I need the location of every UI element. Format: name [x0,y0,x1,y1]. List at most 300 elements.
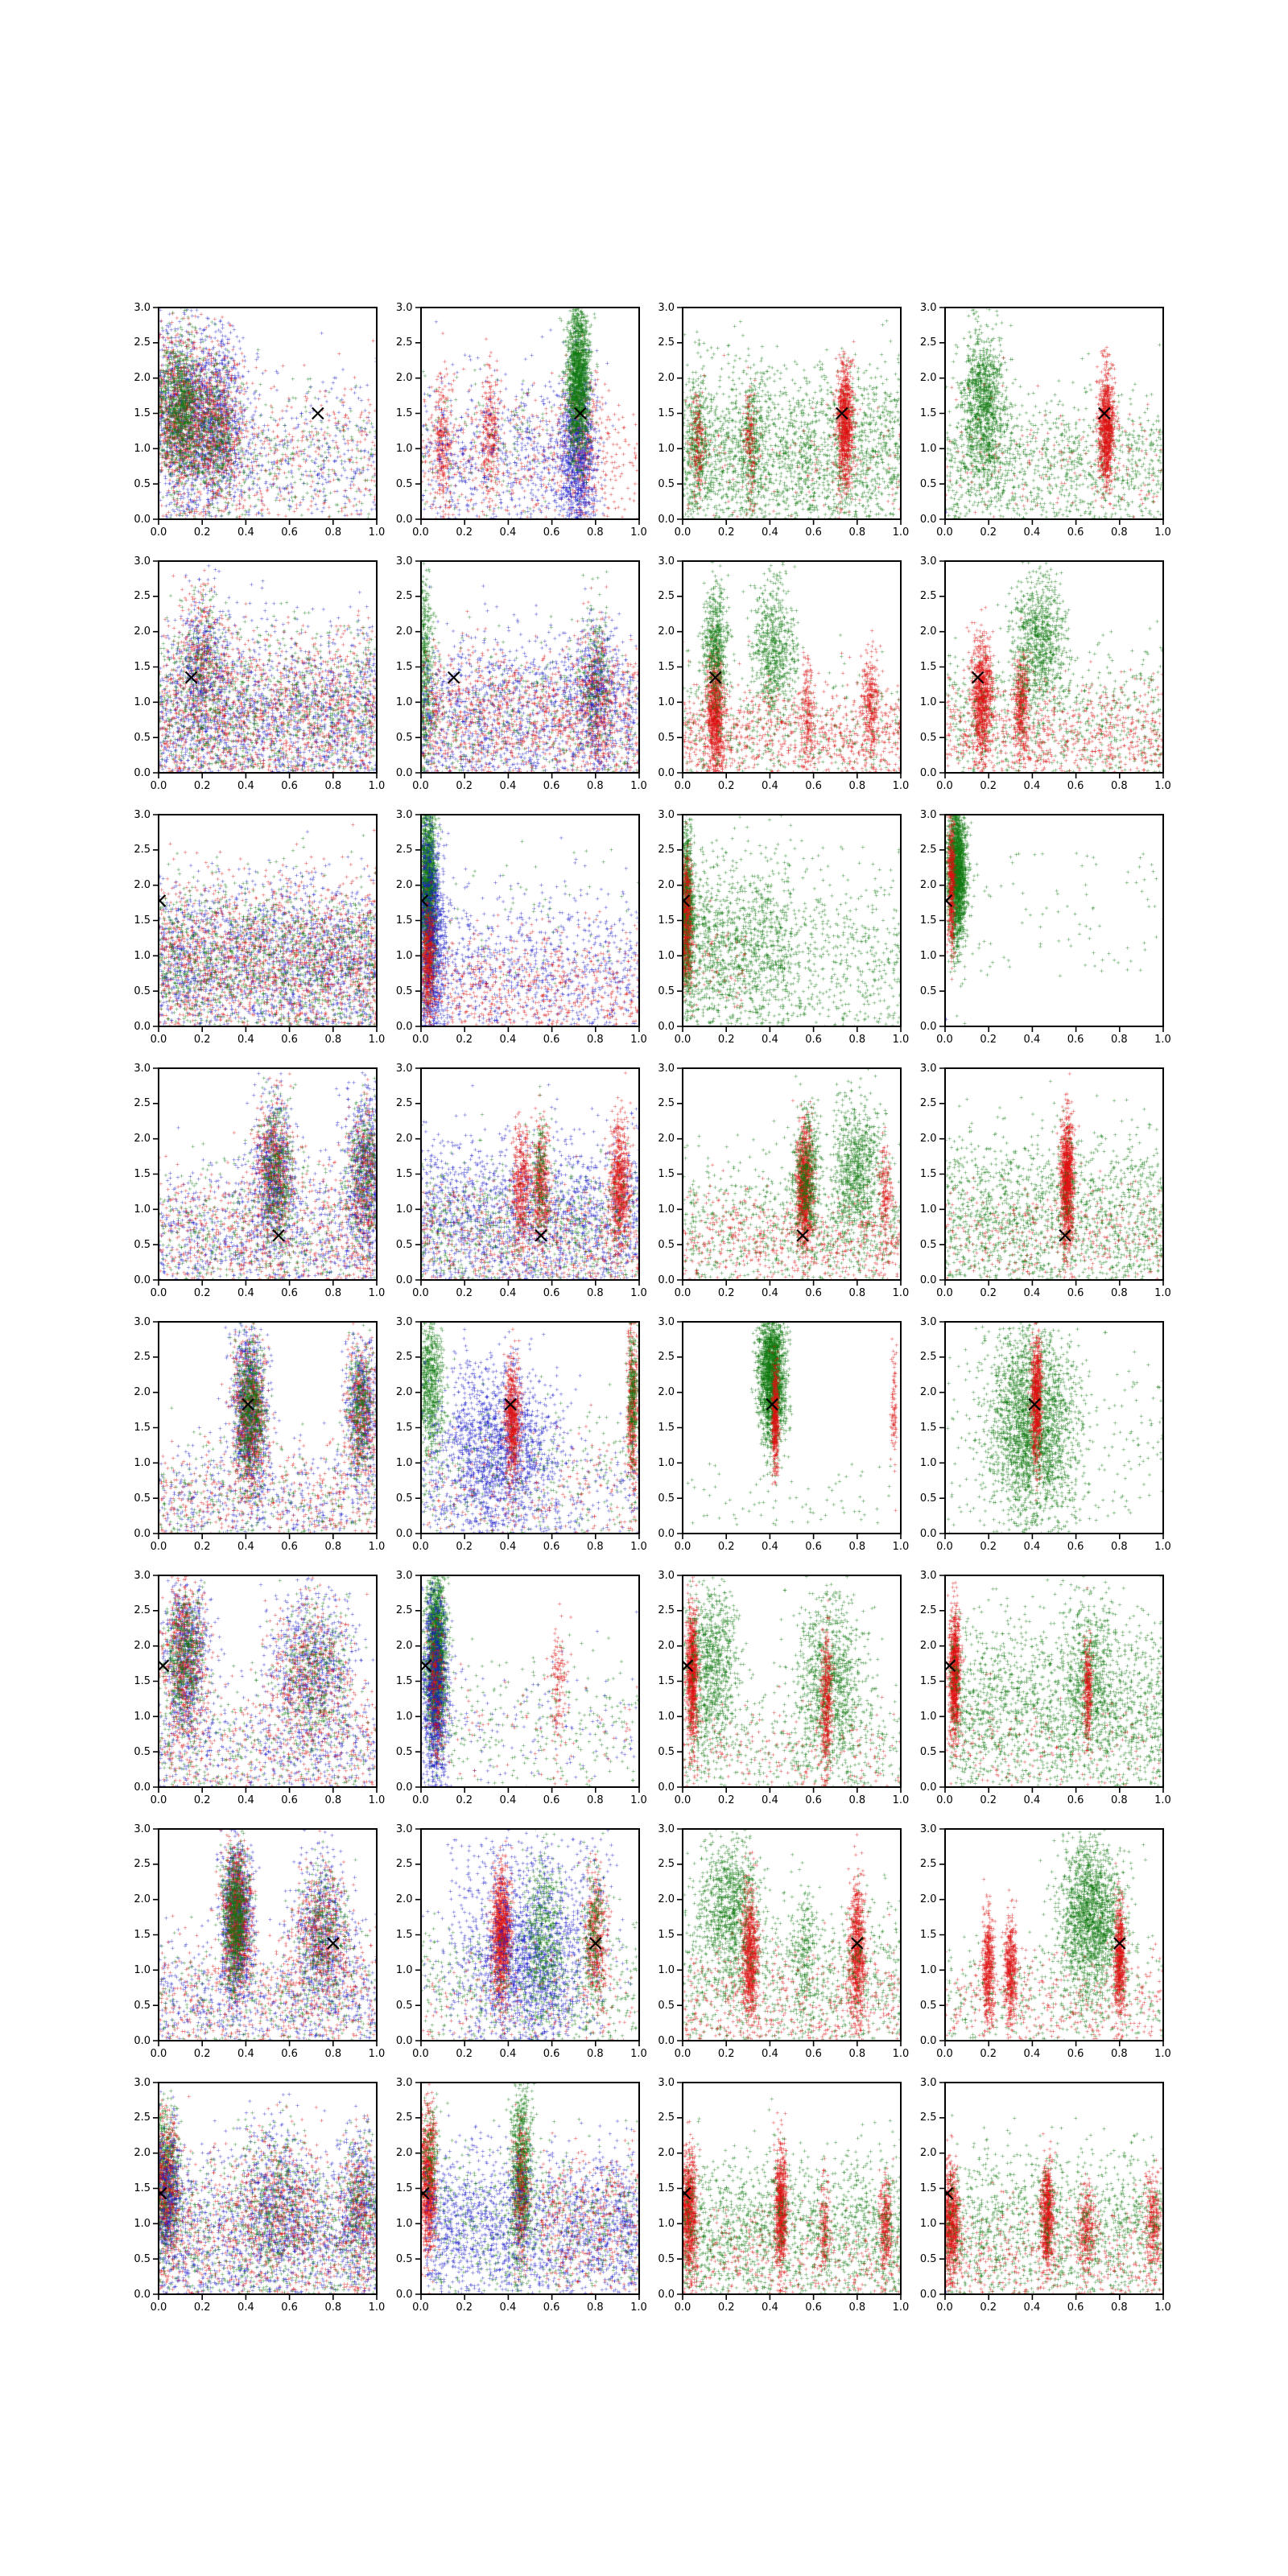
y-tick-label: 1.0 [919,1710,937,1723]
y-tick-label: 3.0 [134,555,151,568]
y-tick-label: 0.5 [658,731,675,744]
x-tick-label: 1.0 [368,1541,386,1553]
y-tick-label: 2.5 [395,336,413,349]
y-tick-label: 0.5 [658,985,675,997]
x-tick-label: 0.4 [1023,1794,1041,1806]
x-tick-label: 0.2 [193,1034,211,1046]
subplot-r4c4-canvas [935,1062,1173,1294]
y-tick-label: 0.0 [134,1781,151,1794]
x-tick-label: 0.6 [543,526,560,539]
y-tick-label: 1.0 [919,1203,937,1216]
y-tick-label: 1.5 [134,1675,151,1687]
x-tick-label: 0.0 [412,1541,429,1553]
x-tick-label: 0.8 [848,1794,866,1806]
x-tick-label: 0.8 [1110,526,1128,539]
y-tick-label: 2.0 [658,372,675,385]
y-tick-label: 0.5 [658,1238,675,1251]
y-tick-label: 1.0 [919,949,937,962]
y-tick-label: 2.0 [395,1893,413,1906]
y-tick-label: 1.5 [919,407,937,419]
y-tick-label: 2.5 [134,2112,151,2124]
x-tick-label: 0.2 [456,780,473,792]
subplot-r3c3-canvas [673,808,910,1041]
y-tick-label: 3.0 [134,1823,151,1835]
y-tick-label: 3.0 [134,1569,151,1582]
x-tick-label: 0.8 [324,2301,342,2314]
y-tick-label: 2.0 [395,1386,413,1399]
x-tick-label: 0.8 [1110,2048,1128,2060]
subplot-r1c4-canvas [935,301,1173,534]
y-tick-label: 3.0 [395,555,413,568]
y-tick-label: 3.0 [395,1315,413,1328]
y-tick-label: 2.0 [395,2147,413,2160]
y-tick-label: 1.0 [134,1963,151,1976]
x-tick-label: 0.2 [717,1794,735,1806]
subplot-r3c1 [134,808,386,1046]
x-tick-label: 0.0 [150,2301,167,2314]
x-tick-label: 0.4 [499,1541,517,1553]
y-tick-label: 3.0 [919,1569,937,1582]
x-tick-label: 0.0 [936,1794,953,1806]
y-tick-label: 0.0 [395,766,413,779]
y-tick-label: 0.5 [395,1492,413,1505]
x-tick-label: 0.0 [412,2048,429,2060]
y-tick-label: 0.0 [134,766,151,779]
subplot-r6c4-canvas [935,1569,1173,1802]
x-tick-label: 0.2 [717,780,735,792]
subplot-r2c4-canvas [935,555,1173,787]
x-tick-label: 0.8 [848,1541,866,1553]
x-tick-label: 0.6 [281,1034,298,1046]
x-tick-label: 0.8 [1110,780,1128,792]
x-tick-label: 0.0 [936,1034,953,1046]
y-tick-label: 3.0 [134,301,151,314]
x-tick-label: 0.8 [586,1287,604,1299]
x-tick-label: 0.2 [717,1034,735,1046]
y-tick-label: 1.5 [134,661,151,673]
y-tick-label: 2.5 [395,1858,413,1871]
y-tick-label: 3.0 [919,301,937,314]
x-tick-label: 0.0 [674,1287,691,1299]
x-tick-label: 1.0 [1154,780,1171,792]
x-tick-label: 0.4 [237,1541,254,1553]
x-tick-label: 0.6 [805,1034,822,1046]
x-tick-label: 0.8 [586,1034,604,1046]
x-tick-label: 0.0 [936,526,953,539]
subplot-r4c1 [134,1062,386,1299]
y-tick-label: 1.0 [134,949,151,962]
x-tick-label: 0.2 [980,1287,997,1299]
y-tick-label: 3.0 [134,1062,151,1075]
y-tick-label: 0.5 [134,985,151,997]
y-tick-label: 1.5 [134,407,151,419]
y-tick-label: 2.0 [395,879,413,892]
x-tick-label: 0.6 [1067,2301,1084,2314]
subplot-r3c2-canvas [411,808,649,1041]
x-tick-label: 0.8 [324,2048,342,2060]
y-tick-label: 2.5 [919,844,937,857]
x-tick-label: 0.4 [1023,1034,1041,1046]
y-tick-label: 1.5 [919,1675,937,1687]
y-tick-label: 3.0 [134,2076,151,2089]
x-tick-label: 1.0 [892,1794,910,1806]
x-tick-label: 0.0 [936,780,953,792]
x-tick-label: 0.6 [543,1034,560,1046]
y-tick-label: 1.5 [919,1168,937,1180]
y-tick-label: 2.5 [658,844,675,857]
subplot-r3c2 [395,808,647,1046]
subplot-r7c2-canvas [411,1823,649,2055]
y-tick-label: 2.0 [658,1893,675,1906]
x-tick-label: 0.0 [936,1287,953,1299]
x-tick-label: 0.2 [980,1541,997,1553]
y-tick-label: 0.5 [658,2252,675,2265]
x-tick-label: 0.6 [805,2048,822,2060]
y-tick-label: 1.5 [919,1422,937,1434]
subplot-r8c2 [395,2076,647,2314]
y-tick-label: 0.5 [395,2252,413,2265]
y-tick-label: 1.0 [919,442,937,455]
y-tick-label: 0.5 [919,477,937,490]
x-tick-label: 0.4 [762,780,778,792]
x-tick-label: 1.0 [630,1287,647,1299]
x-tick-label: 0.2 [456,526,473,539]
x-tick-label: 0.0 [412,526,429,539]
x-tick-label: 0.4 [1023,1541,1041,1553]
y-tick-label: 0.5 [134,1238,151,1251]
subplot-r5c4-canvas [935,1315,1173,1548]
y-tick-label: 1.0 [395,696,413,708]
y-tick-label: 2.5 [395,590,413,603]
y-tick-label: 2.0 [395,625,413,638]
x-tick-label: 0.2 [980,2048,997,2060]
y-tick-label: 2.0 [919,879,937,892]
y-tick-label: 1.0 [395,1963,413,1976]
subplot-r4c4 [919,1062,1171,1299]
x-tick-label: 1.0 [630,1034,647,1046]
subplot-r1c1 [134,301,386,539]
x-tick-label: 0.4 [237,1794,254,1806]
x-tick-label: 0.6 [1067,1034,1084,1046]
x-tick-label: 0.0 [674,2048,691,2060]
x-tick-label: 1.0 [630,526,647,539]
y-tick-label: 0.0 [395,1274,413,1286]
x-tick-label: 0.4 [499,1034,517,1046]
y-tick-label: 2.5 [919,1097,937,1110]
subplot-r7c4 [919,1823,1171,2060]
x-tick-label: 0.8 [586,2048,604,2060]
x-tick-label: 0.4 [762,1541,778,1553]
x-tick-label: 0.4 [237,780,254,792]
y-tick-label: 3.0 [395,808,413,821]
y-tick-label: 0.0 [134,1274,151,1286]
y-tick-label: 2.0 [658,2147,675,2160]
y-tick-label: 2.0 [134,372,151,385]
x-tick-label: 0.4 [499,780,517,792]
y-tick-label: 2.5 [134,336,151,349]
y-tick-label: 1.5 [395,2182,413,2194]
y-tick-label: 2.5 [658,1858,675,1871]
x-tick-label: 0.0 [150,1794,167,1806]
subplot-r8c4-canvas [935,2076,1173,2309]
y-tick-label: 2.5 [395,1351,413,1364]
subplot-r2c4 [919,555,1171,792]
subplot-r6c3-canvas [673,1569,910,1802]
x-tick-label: 0.2 [193,526,211,539]
y-tick-label: 1.0 [395,1456,413,1469]
x-tick-label: 0.2 [980,780,997,792]
subplot-r8c4 [919,2076,1171,2314]
y-tick-label: 0.5 [395,1999,413,2012]
x-tick-label: 0.6 [805,1541,822,1553]
x-tick-label: 0.2 [717,1287,735,1299]
y-tick-label: 3.0 [658,1823,675,1835]
subplot-r6c1-canvas [149,1569,386,1802]
y-tick-label: 2.0 [919,1640,937,1653]
y-tick-label: 0.0 [919,2288,937,2301]
x-tick-label: 1.0 [892,1034,910,1046]
y-tick-label: 2.0 [134,879,151,892]
x-tick-label: 0.6 [1067,2048,1084,2060]
x-tick-label: 0.0 [150,780,167,792]
x-tick-label: 0.6 [543,1287,560,1299]
y-tick-label: 2.0 [658,879,675,892]
y-tick-label: 3.0 [395,1823,413,1835]
x-tick-label: 1.0 [1154,1541,1171,1553]
y-tick-label: 0.5 [919,1999,937,2012]
y-tick-label: 1.5 [658,661,675,673]
x-tick-label: 0.8 [848,1287,866,1299]
y-tick-label: 1.5 [919,914,937,927]
y-tick-label: 3.0 [919,1062,937,1075]
y-tick-label: 0.5 [919,2252,937,2265]
y-tick-label: 0.0 [395,1781,413,1794]
y-tick-label: 0.0 [658,766,675,779]
y-tick-label: 1.0 [658,442,675,455]
y-tick-label: 2.0 [658,1133,675,1146]
x-tick-label: 0.6 [1067,1541,1084,1553]
y-tick-label: 0.0 [919,2034,937,2047]
subplot-r5c1 [134,1315,386,1553]
y-tick-label: 0.5 [134,2252,151,2265]
subplot-r6c4 [919,1569,1171,1806]
subplot-r1c3 [658,301,910,539]
subplot-r5c4 [919,1315,1171,1553]
x-tick-label: 0.8 [848,526,866,539]
y-tick-label: 0.5 [134,731,151,744]
subplot-r7c1 [134,1823,386,2060]
subplot-r6c2-canvas [411,1569,649,1802]
x-tick-label: 0.4 [237,1034,254,1046]
x-tick-label: 0.4 [499,526,517,539]
y-tick-label: 1.5 [395,1422,413,1434]
x-tick-label: 1.0 [368,1034,386,1046]
y-tick-label: 2.5 [919,2112,937,2124]
y-tick-label: 0.0 [395,1020,413,1033]
y-tick-label: 2.0 [919,625,937,638]
y-tick-label: 1.0 [134,442,151,455]
y-tick-label: 2.0 [134,2147,151,2160]
subplot-r5c2 [395,1315,647,1553]
x-tick-label: 0.2 [193,2048,211,2060]
y-tick-label: 2.5 [134,590,151,603]
y-tick-label: 0.0 [134,2288,151,2301]
y-tick-label: 3.0 [395,1569,413,1582]
x-tick-label: 0.6 [543,1541,560,1553]
y-tick-label: 2.5 [134,1351,151,1364]
x-tick-label: 0.0 [412,780,429,792]
x-tick-label: 0.4 [1023,2301,1041,2314]
y-tick-label: 0.0 [658,1020,675,1033]
x-tick-label: 0.8 [324,1794,342,1806]
subplot-r5c2-canvas [411,1315,649,1548]
y-tick-label: 1.0 [919,1963,937,1976]
y-tick-label: 0.0 [134,513,151,526]
y-tick-label: 0.5 [658,1492,675,1505]
subplot-r6c3 [658,1569,910,1806]
x-tick-label: 0.2 [193,1287,211,1299]
subplot-r2c3-canvas [673,555,910,787]
subplot-r1c4 [919,301,1171,539]
subplot-r1c1-canvas [149,301,386,534]
y-tick-label: 0.5 [395,731,413,744]
x-tick-label: 1.0 [630,2301,647,2314]
y-tick-label: 0.0 [395,1527,413,1540]
y-tick-label: 3.0 [919,1315,937,1328]
x-tick-label: 0.0 [674,1541,691,1553]
y-tick-label: 2.0 [395,1640,413,1653]
x-tick-label: 0.2 [456,2048,473,2060]
y-tick-label: 0.0 [395,2034,413,2047]
y-tick-label: 2.5 [658,2112,675,2124]
x-tick-label: 0.4 [237,2048,254,2060]
y-tick-label: 0.0 [919,1781,937,1794]
subplot-r5c3-canvas [673,1315,910,1548]
y-tick-label: 2.0 [658,1386,675,1399]
x-tick-label: 0.6 [281,780,298,792]
y-tick-label: 3.0 [134,808,151,821]
x-tick-label: 0.2 [456,1541,473,1553]
y-tick-label: 1.5 [658,2182,675,2194]
x-tick-label: 0.6 [1067,780,1084,792]
subplot-r8c1 [134,2076,386,2314]
subplot-r6c2 [395,1569,647,1806]
x-tick-label: 1.0 [368,2048,386,2060]
x-tick-label: 0.2 [193,780,211,792]
x-tick-label: 0.6 [1067,1794,1084,1806]
y-tick-label: 3.0 [395,301,413,314]
y-tick-label: 1.5 [134,1168,151,1180]
x-tick-label: 0.4 [1023,780,1041,792]
y-tick-label: 1.0 [395,2217,413,2230]
x-tick-label: 1.0 [1154,1034,1171,1046]
y-tick-label: 0.5 [919,1492,937,1505]
y-tick-label: 1.5 [658,407,675,419]
x-tick-label: 0.4 [1023,1287,1041,1299]
y-tick-label: 1.5 [134,1422,151,1434]
y-tick-label: 3.0 [658,2076,675,2089]
y-tick-label: 3.0 [134,1315,151,1328]
y-tick-label: 2.5 [134,1604,151,1617]
x-tick-label: 0.4 [237,526,254,539]
y-tick-label: 0.5 [919,1238,937,1251]
x-tick-label: 0.0 [150,1034,167,1046]
x-tick-label: 0.2 [980,2301,997,2314]
subplot-r8c3 [658,2076,910,2314]
x-tick-label: 0.8 [1110,1541,1128,1553]
x-tick-label: 1.0 [1154,2301,1171,2314]
subplot-r8c1-canvas [149,2076,386,2309]
x-tick-label: 0.0 [936,2048,953,2060]
subplot-r4c2-canvas [411,1062,649,1294]
x-tick-label: 0.8 [586,2301,604,2314]
y-tick-label: 1.5 [919,1929,937,1941]
y-tick-label: 1.0 [658,1710,675,1723]
y-tick-label: 0.0 [919,1274,937,1286]
y-tick-label: 2.5 [919,1858,937,1871]
y-tick-label: 1.0 [658,1203,675,1216]
y-tick-label: 0.0 [395,2288,413,2301]
y-tick-label: 0.0 [658,1527,675,1540]
y-tick-label: 2.5 [658,1351,675,1364]
y-tick-label: 1.5 [395,1168,413,1180]
y-tick-label: 3.0 [919,1823,937,1835]
x-tick-label: 0.6 [281,2301,298,2314]
x-tick-label: 1.0 [892,526,910,539]
y-tick-label: 0.0 [919,513,937,526]
x-tick-label: 0.6 [281,1287,298,1299]
x-tick-label: 0.4 [762,1287,778,1299]
x-tick-label: 1.0 [368,780,386,792]
x-tick-label: 0.4 [499,1287,517,1299]
x-tick-label: 1.0 [1154,2048,1171,2060]
y-tick-label: 1.0 [658,1963,675,1976]
y-tick-label: 1.0 [134,2217,151,2230]
y-tick-label: 1.5 [134,914,151,927]
subplot-r4c1-canvas [149,1062,386,1294]
x-tick-label: 1.0 [1154,526,1171,539]
y-tick-label: 0.5 [919,731,937,744]
y-tick-label: 3.0 [395,2076,413,2089]
x-tick-label: 0.4 [762,2301,778,2314]
y-tick-label: 3.0 [919,2076,937,2089]
x-tick-label: 0.8 [1110,2301,1128,2314]
y-tick-label: 2.5 [134,1858,151,1871]
x-tick-label: 0.0 [412,1794,429,1806]
x-tick-label: 0.2 [193,1794,211,1806]
x-tick-label: 0.8 [324,526,342,539]
y-tick-label: 2.5 [134,1097,151,1110]
x-tick-label: 0.8 [586,780,604,792]
y-tick-label: 2.5 [658,336,675,349]
subplot-r7c3-canvas [673,1823,910,2055]
x-tick-label: 0.0 [936,2301,953,2314]
x-tick-label: 0.0 [150,526,167,539]
subplot-r3c1-canvas [149,808,386,1041]
y-tick-label: 1.5 [658,1168,675,1180]
x-tick-label: 0.2 [717,2048,735,2060]
x-tick-label: 1.0 [630,1794,647,1806]
x-tick-label: 0.2 [980,1794,997,1806]
y-tick-label: 2.5 [395,1604,413,1617]
y-tick-label: 3.0 [658,808,675,821]
y-tick-label: 0.0 [658,2288,675,2301]
x-tick-label: 1.0 [1154,1287,1171,1299]
y-tick-label: 2.0 [134,1640,151,1653]
x-tick-label: 0.4 [237,2301,254,2314]
y-tick-label: 3.0 [658,555,675,568]
y-tick-label: 1.5 [395,1675,413,1687]
